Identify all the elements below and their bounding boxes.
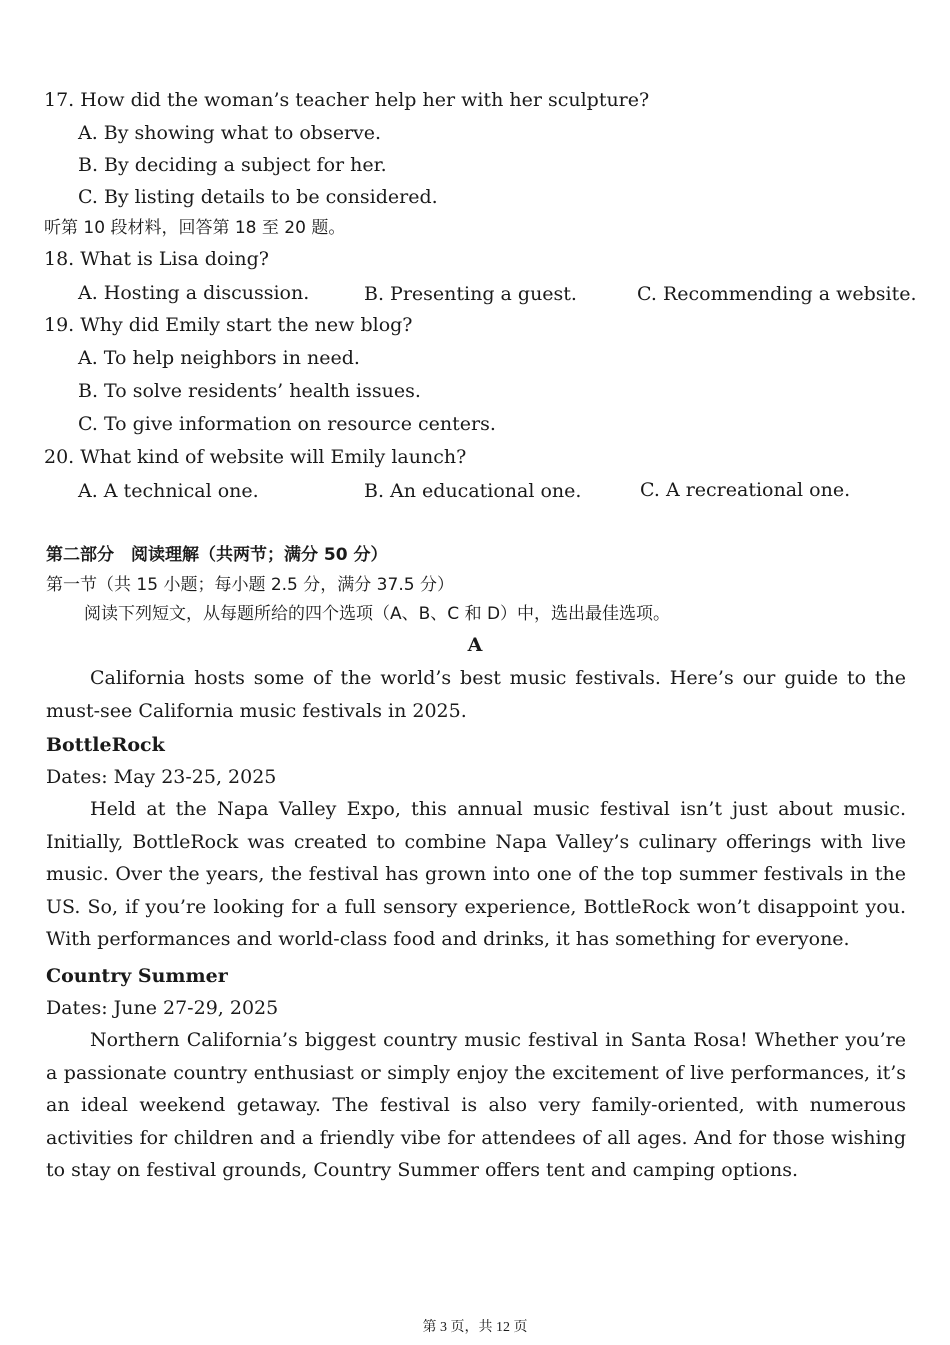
question-17: 17. How did the woman’s teacher help her with her sculpture? [44, 89, 650, 111]
question-17-option-b: B. By deciding a subject for her. [78, 154, 387, 176]
passage-intro-text: California hosts some of the world’s best music festivals. Here’s our guide to the must-see California music festivals in 2025. [46, 667, 906, 722]
question-20: 20. What kind of website will Emily launch? [44, 446, 467, 468]
question-19-option-a: A. To help neighbors in need. [78, 347, 360, 369]
question-18-option-c: C. Recommending a website. [637, 283, 917, 305]
page-number: 第 3 页，共 12 页 [422, 1320, 528, 1335]
question-20-option-b: B. An educational one. [364, 480, 582, 502]
passage-intro [46, 662, 906, 727]
festival-body-country-summer-text: Northern California’s biggest country music festival in Santa Rosa! Whether you’re a passionate country enthusiast or simply enjoy the excitement of live performances, it’s an ideal weekend getaway. The festival is also very family-oriented, with numerous activities for children and a friendly vibe for attendees of all ages. And for those wishing to stay on festival grounds, Country Summer offers tent and camping options. [46, 1029, 906, 1181]
festival-name-bottlerock: BottleRock [46, 734, 165, 756]
question-20-option-c: C. A recreational one. [640, 479, 851, 501]
question-17-option-c: C. By listing details to be considered. [78, 186, 438, 208]
question-19-option-c: C. To give information on resource centers. [78, 413, 496, 435]
question-19-option-b: B. To solve residents’ health issues. [78, 380, 421, 402]
passage-letter: A [467, 634, 483, 656]
question-18: 18. What is Lisa doing? [44, 248, 269, 270]
question-20-option-a: A. A technical one. [78, 480, 259, 502]
festival-body-bottlerock-text: Held at the Napa Valley Expo, this annual music festival isn’t just about music. Initially, BottleRock was created to combine Napa Valley’s culinary offerings with live music. Over the years, the festival has grown into one of the top summer festivals in the US. So, if you’re looking for a full sensory experience, BottleRock won’t disappoint you. With performances and world-class food and drinks, it has something for everyone. [46, 798, 906, 950]
festival-name-country-summer: Country Summer [46, 965, 228, 987]
festival-dates-bottlerock: Dates: May 23-25, 2025 [46, 766, 277, 788]
question-19: 19. Why did Emily start the new blog? [44, 314, 413, 336]
question-17-option-a: A. By showing what to observe. [78, 122, 382, 144]
festival-body-country-summer [46, 1024, 906, 1187]
question-18-option-a: A. Hosting a discussion. [78, 282, 310, 304]
part-2-title: 第二部分 阅读理解（共两节；满分 50 分） [46, 545, 388, 565]
question-18-option-b: B. Presenting a guest. [364, 283, 577, 305]
festival-dates-country-summer: Dates: June 27-29, 2025 [46, 997, 279, 1019]
reading-instruction: 阅读下列短文，从每题所给的四个选项（A、B、C 和 D）中，选出最佳选项。 [84, 604, 671, 624]
listening-section-10-instruction: 听第 10 段材料，回答第 18 至 20 题。 [44, 218, 346, 238]
section-1-title: 第一节（共 15 小题；每小题 2.5 分，满分 37.5 分） [46, 575, 454, 595]
festival-body-bottlerock [46, 793, 906, 956]
